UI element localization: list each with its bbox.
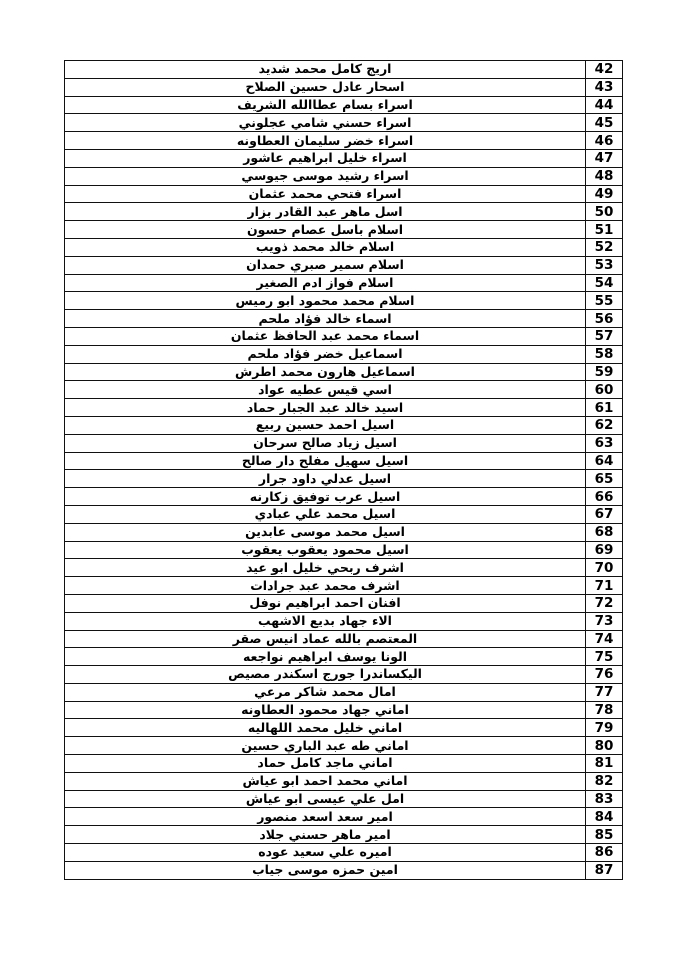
table-row: [65, 559, 623, 577]
row-number-cell: 74: [586, 630, 623, 648]
student-name-cell: اسماعيل خضر فؤاد ملحم: [65, 345, 586, 363]
student-name-cell: اسيل عدلي داود جرار: [65, 470, 586, 488]
row-number-cell: 55: [586, 292, 623, 310]
student-name-cell: اماني طه عبد الباري حسين: [65, 737, 586, 755]
row-number-cell: 84: [586, 808, 623, 826]
row-number-cell: 65: [586, 470, 623, 488]
row-number-cell: 62: [586, 416, 623, 434]
student-name-cell: اسلام محمد محمود ابو رميس: [65, 292, 586, 310]
student-name-cell: اشرف ربحي خليل ابو عيد: [65, 559, 586, 577]
student-name-cell: اسراء بسام عطاالله الشريف: [65, 96, 586, 114]
student-name-cell: اسيل محمود يعقوب يعقوب: [65, 541, 586, 559]
table-row: [65, 826, 623, 844]
table-row: [65, 203, 623, 221]
row-number-cell: 66: [586, 488, 623, 506]
student-name-cell: الاء جهاد بديع الاشهب: [65, 612, 586, 630]
row-number-cell: 78: [586, 701, 623, 719]
row-number-cell: 53: [586, 256, 623, 274]
row-number-cell: 59: [586, 363, 623, 381]
row-number-cell: 61: [586, 399, 623, 417]
row-number-cell: 71: [586, 577, 623, 595]
table-row: [65, 666, 623, 684]
student-name-cell: اسلام باسل عصام حسون: [65, 221, 586, 239]
row-number-cell: 42: [586, 61, 623, 79]
names-table-body: [65, 61, 623, 880]
student-name-cell: اسيل سهيل مفلح دار صالح: [65, 452, 586, 470]
row-number-cell: 87: [586, 861, 623, 879]
row-number-cell: 50: [586, 203, 623, 221]
row-number-cell: 51: [586, 221, 623, 239]
student-name-cell: اسماعيل هارون محمد اطرش: [65, 363, 586, 381]
row-number-cell: 45: [586, 114, 623, 132]
student-name-cell: اماني محمد احمد ابو عياش: [65, 772, 586, 790]
table-row: [65, 363, 623, 381]
student-name-cell: امين حمزه موسى جياب: [65, 861, 586, 879]
table-row: [65, 78, 623, 96]
table-row: [65, 772, 623, 790]
student-name-cell: اسراء حسني شامي عجلوني: [65, 114, 586, 132]
table-row: [65, 719, 623, 737]
student-name-cell: اسيل عرب توفيق زكارنه: [65, 488, 586, 506]
row-number-cell: 60: [586, 381, 623, 399]
table-row: [65, 221, 623, 239]
row-number-cell: 63: [586, 434, 623, 452]
row-number-cell: 43: [586, 78, 623, 96]
row-number-cell: 68: [586, 523, 623, 541]
student-name-cell: اليكساندرا جورج اسكندر مصيص: [65, 666, 586, 684]
table-row: [65, 683, 623, 701]
table-row: [65, 345, 623, 363]
student-name-cell: اسي قيس عطيه عواد: [65, 381, 586, 399]
row-number-cell: 86: [586, 844, 623, 862]
student-name-cell: اميره علي سعيد عوده: [65, 844, 586, 862]
table-row: [65, 238, 623, 256]
student-name-cell: اماني خليل محمد اللهاليه: [65, 719, 586, 737]
row-number-cell: 75: [586, 648, 623, 666]
row-number-cell: 48: [586, 167, 623, 185]
row-number-cell: 52: [586, 238, 623, 256]
row-number-cell: 44: [586, 96, 623, 114]
student-name-cell: اسراء رشيد موسى جيوسي: [65, 167, 586, 185]
row-number-cell: 80: [586, 737, 623, 755]
student-name-cell: اسلام فواز ادم الصغير: [65, 274, 586, 292]
student-name-cell: امير سعد اسعد منصور: [65, 808, 586, 826]
table-row: [65, 167, 623, 185]
table-row: [65, 844, 623, 862]
student-name-cell: اماني ماجد كامل حماد: [65, 755, 586, 773]
table-row: [65, 310, 623, 328]
student-name-cell: اسلام خالد محمد ذويب: [65, 238, 586, 256]
row-number-cell: 79: [586, 719, 623, 737]
table-row: [65, 594, 623, 612]
table-row: [65, 541, 623, 559]
student-name-cell: اسراء خضر سليمان العطاونه: [65, 132, 586, 150]
table-row: [65, 452, 623, 470]
row-number-cell: 57: [586, 327, 623, 345]
student-name-cell: اشرف محمد عبد جرادات: [65, 577, 586, 595]
table-row: [65, 416, 623, 434]
table-row: [65, 737, 623, 755]
row-number-cell: 83: [586, 790, 623, 808]
row-number-cell: 70: [586, 559, 623, 577]
table-row: [65, 149, 623, 167]
table-row: [65, 132, 623, 150]
row-number-cell: 54: [586, 274, 623, 292]
row-number-cell: 56: [586, 310, 623, 328]
table-row: [65, 861, 623, 879]
student-name-cell: اسماء خالد فؤاد ملحم: [65, 310, 586, 328]
table-row: [65, 790, 623, 808]
table-row: [65, 630, 623, 648]
row-number-cell: 73: [586, 612, 623, 630]
table-row: [65, 808, 623, 826]
row-number-cell: 72: [586, 594, 623, 612]
row-number-cell: 49: [586, 185, 623, 203]
student-name-cell: اسيل زياد صالح سرحان: [65, 434, 586, 452]
row-number-cell: 46: [586, 132, 623, 150]
row-number-cell: 64: [586, 452, 623, 470]
student-name-cell: اريج كامل محمد شديد: [65, 61, 586, 79]
row-number-cell: 77: [586, 683, 623, 701]
table-row: [65, 61, 623, 79]
table-row: [65, 488, 623, 506]
student-name-cell: اسيد خالد عبد الجبار حماد: [65, 399, 586, 417]
table-row: [65, 381, 623, 399]
student-name-cell: اسلام سمير صبري حمدان: [65, 256, 586, 274]
row-number-cell: 85: [586, 826, 623, 844]
table-row: [65, 755, 623, 773]
table-row: [65, 612, 623, 630]
table-row: [65, 577, 623, 595]
table-row: [65, 327, 623, 345]
row-number-cell: 67: [586, 505, 623, 523]
row-number-cell: 81: [586, 755, 623, 773]
table-row: [65, 114, 623, 132]
table-row: [65, 292, 623, 310]
student-name-cell: اسل ماهر عبد القادر بزار: [65, 203, 586, 221]
student-name-cell: امال محمد شاكر مرعي: [65, 683, 586, 701]
student-name-cell: اسماء محمد عبد الحافظ عثمان: [65, 327, 586, 345]
student-name-cell: امير ماهر حسني جلاد: [65, 826, 586, 844]
table-row: [65, 185, 623, 203]
table-row: [65, 434, 623, 452]
row-number-cell: 58: [586, 345, 623, 363]
table-row: [65, 96, 623, 114]
student-name-cell: امل علي عيسى ابو عياش: [65, 790, 586, 808]
student-name-cell: اماني جهاد محمود العطاونه: [65, 701, 586, 719]
student-name-cell: افنان احمد ابراهيم نوفل: [65, 594, 586, 612]
table-row: [65, 523, 623, 541]
row-number-cell: 76: [586, 666, 623, 684]
table-row: [65, 399, 623, 417]
student-name-cell: اسراء فتحي محمد عثمان: [65, 185, 586, 203]
row-number-cell: 47: [586, 149, 623, 167]
row-number-cell: 82: [586, 772, 623, 790]
student-name-cell: اسحار عادل حسين الصلاح: [65, 78, 586, 96]
table-row: [65, 701, 623, 719]
table-row: [65, 274, 623, 292]
student-name-cell: اسراء خليل ابراهيم عاشور: [65, 149, 586, 167]
student-name-cell: المعتصم بالله عماد انيس صقر: [65, 630, 586, 648]
student-name-cell: اسيل احمد حسين ربيع: [65, 416, 586, 434]
student-name-cell: اسيل محمد علي عبادي: [65, 505, 586, 523]
table-row: [65, 505, 623, 523]
table-row: [65, 470, 623, 488]
student-name-cell: الونا يوسف ابراهيم نواجعه: [65, 648, 586, 666]
table-row: [65, 648, 623, 666]
names-table: [64, 60, 623, 880]
student-name-cell: اسيل محمد موسى عابدين: [65, 523, 586, 541]
table-row: [65, 256, 623, 274]
row-number-cell: 69: [586, 541, 623, 559]
